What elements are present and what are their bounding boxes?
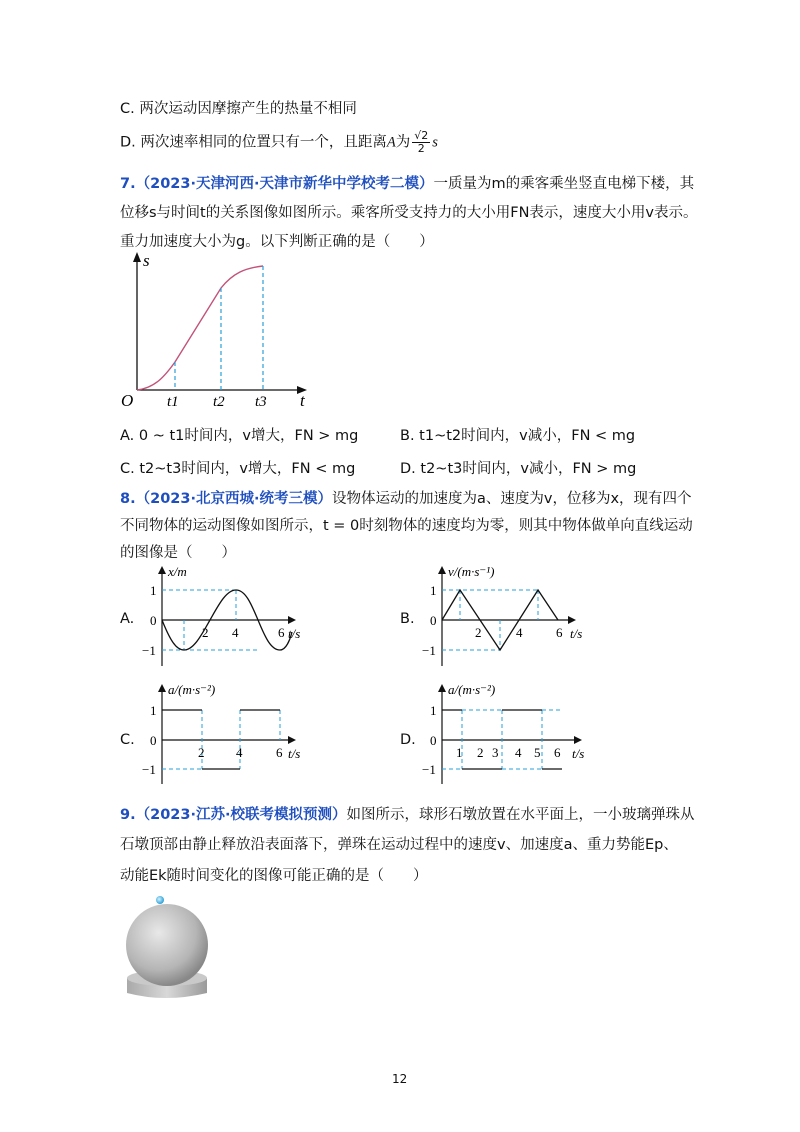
svg-text:0: 0 (150, 613, 157, 628)
svg-text:0: 0 (430, 613, 437, 628)
q8-line2: 不同物体的运动图像如图所示，t = 0时刻物体的速度均为零，则其中物体做单向直线运动 (120, 518, 693, 534)
svg-text:−1: −1 (142, 643, 156, 658)
page-number: 12 (392, 1072, 408, 1086)
q7-line2: 位移s与时间t的关系图像如图所示。乘客所受支持力的大小用FN表示，速度大小用v表示。 (120, 205, 698, 221)
svg-text:−1: −1 (422, 643, 436, 658)
svg-text:2: 2 (202, 625, 209, 640)
q7-option-b: B. t1~t2时间内，v减小，FN < mg (400, 428, 636, 444)
svg-text:−1: −1 (422, 762, 436, 777)
q7-option-d: D. t2~t3时间内，v减小，FN > mg (400, 461, 637, 477)
q8b-xlabel: t/s (570, 626, 583, 641)
q9-line1: 9.（2023·江苏·校联考模拟预测）如图所示，球形石墩放置在水平面上，一小玻璃弹珠从 (120, 807, 695, 823)
svg-text:6: 6 (278, 625, 285, 640)
q8-graph-d-letter: D. (400, 732, 416, 748)
stone-ball-illustration (115, 890, 225, 1010)
svg-text:2: 2 (475, 625, 482, 640)
svg-text:2: 2 (477, 745, 484, 760)
q8c-ylabel: a/(m·s⁻²) (168, 682, 216, 697)
svg-text:6: 6 (276, 745, 283, 760)
q7-tick-t3: t3 (255, 394, 267, 410)
svg-text:4: 4 (236, 745, 243, 760)
q8-graph-b-letter: B. (400, 611, 415, 627)
q8a-ylabel: x/m (168, 564, 187, 579)
svg-text:3: 3 (492, 745, 499, 760)
q7-y-label: s (143, 251, 150, 270)
q8-line3: 的图像是（ ） (120, 545, 236, 561)
q7-s-t-graph (115, 248, 315, 413)
svg-text:4: 4 (515, 745, 522, 760)
q7-line3: 重力加速度大小为g。以下判断正确的是（ ） (120, 234, 434, 250)
q8-graph-c (140, 680, 310, 790)
q7-x-label: t (300, 391, 305, 410)
q9-line2: 石墩顶部由静止释放沿表面落下，弹珠在运动过程中的速度v、加速度a、重力势能Ep、 (120, 837, 678, 853)
svg-text:2: 2 (198, 745, 205, 760)
svg-text:1: 1 (456, 745, 463, 760)
svg-text:1: 1 (430, 583, 437, 598)
q8c-xlabel: t/s (288, 746, 301, 761)
q8d-ylabel: a/(m·s⁻²) (448, 682, 496, 697)
svg-text:4: 4 (516, 625, 523, 640)
glass-marble (156, 896, 164, 904)
svg-text:6: 6 (556, 625, 563, 640)
sqrt2-over-2: $\frac{√2}{2}$ (414, 129, 429, 155)
svg-text:0: 0 (430, 733, 437, 748)
q8-graph-c-letter: C. (120, 732, 135, 748)
svg-text:5: 5 (534, 745, 541, 760)
svg-text:1: 1 (150, 583, 157, 598)
q7-option-a: A. 0 ~ t1时间内，v增大，FN > mg (120, 428, 359, 444)
svg-text:1: 1 (150, 703, 157, 718)
q7-tick-t1: t1 (167, 394, 179, 410)
q8d-xlabel: t/s (572, 746, 585, 761)
q8-graph-d (420, 680, 600, 790)
svg-text:−1: −1 (142, 762, 156, 777)
q8-line1: 8.（2023·北京西城·统考三模）设物体运动的加速度为a、速度为v，位移为x，现有四个 (120, 491, 692, 507)
q8-graph-b (420, 562, 595, 672)
q7-option-c: C. t2~t3时间内，v增大，FN < mg (120, 461, 356, 477)
svg-text:0: 0 (150, 733, 157, 748)
q8-graph-a-letter: A. (120, 611, 135, 627)
q7-line1: 7.（2023·天津河西·天津市新华中学校考二模）一质量为m的乘客乘坐竖直电梯下楼，其 (120, 176, 695, 192)
q7-tick-t2: t2 (213, 394, 225, 410)
svg-text:6: 6 (554, 745, 561, 760)
q8b-ylabel: v/(m·s⁻¹) (448, 564, 495, 579)
q9-line3: 动能Ek随时间变化的图像可能正确的是（ ） (120, 868, 428, 884)
q6-option-d: D. 两次速率相同的位置只有一个，且距离A为 $\frac{√2}{2}$ s (120, 129, 438, 155)
svg-text:1: 1 (430, 703, 437, 718)
q8a-xlabel: t/s (288, 626, 301, 641)
svg-text:4: 4 (232, 625, 239, 640)
q7-origin: O (121, 391, 134, 410)
q8-graph-a (140, 562, 310, 672)
q6-option-c: C. 两次运动因摩擦产生的热量不相同 (120, 101, 357, 117)
